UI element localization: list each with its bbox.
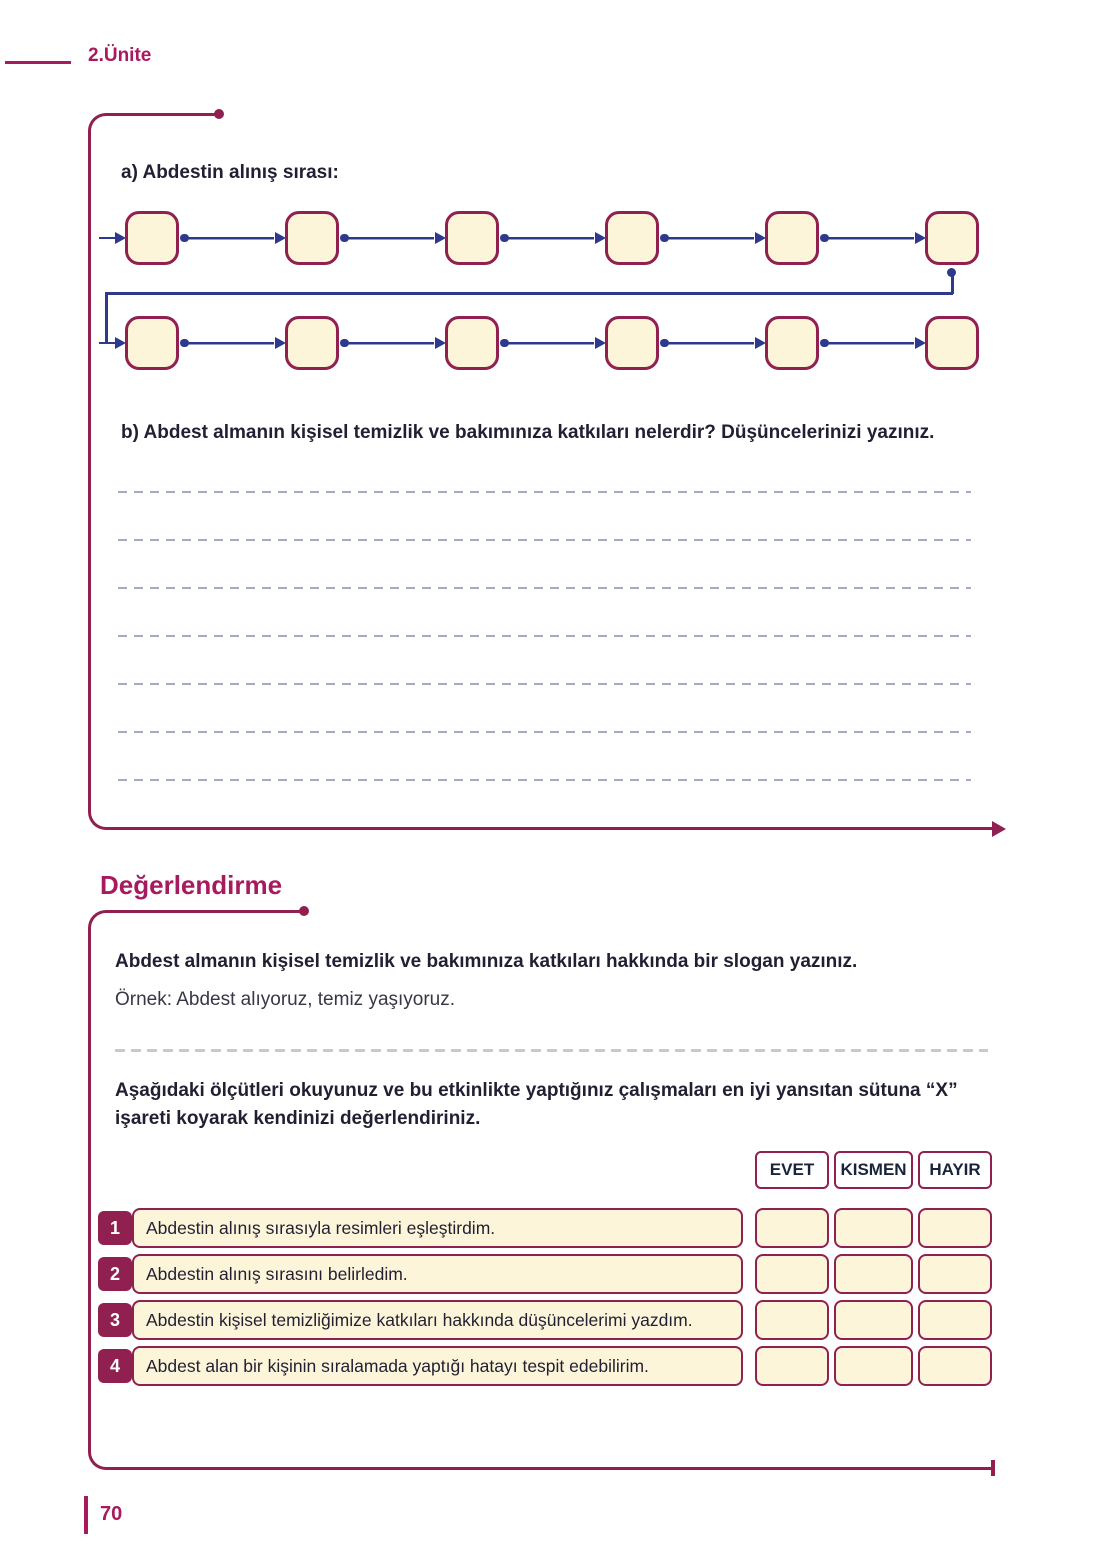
sequence-row-1	[91, 211, 979, 265]
sequence-box[interactable]	[765, 211, 819, 265]
answer-line[interactable]	[118, 637, 971, 685]
sequence-box[interactable]	[125, 316, 179, 370]
column-header-hayir: HAYIR	[918, 1151, 992, 1189]
evaluation-instructions: Aşağıdaki ölçütleri okuyunuz ve bu etkinlikte yaptığınız çalışmaları en iyi yansıtan sütuna “X” işareti koyarak kendinizi değerlendiriniz.	[115, 1080, 958, 1129]
evaluation-frame	[88, 910, 993, 1470]
flow-entry-arrow-icon	[99, 316, 125, 370]
flow-arrow-icon	[179, 316, 285, 370]
answer-lines	[118, 445, 971, 781]
frame-top-mask	[222, 113, 994, 116]
evaluation-heading: Değerlendirme	[100, 870, 283, 900]
flow-arrow-icon	[659, 211, 765, 265]
answer-line[interactable]	[118, 445, 971, 493]
flow-arrow-icon	[499, 211, 605, 265]
part-a-label: a) Abdestin alınış sırası:	[121, 162, 339, 183]
answer-line[interactable]	[118, 541, 971, 589]
criterion-text: Abdest alan bir kişinin sıralamada yaptığı hatayı tespit edebilirim.	[132, 1346, 743, 1386]
activity-frame	[88, 113, 993, 830]
flow-arrow-icon	[819, 211, 925, 265]
answer-cell-evet[interactable]	[755, 1254, 829, 1294]
answer-line[interactable]	[118, 589, 971, 637]
page-number: 70	[100, 1503, 123, 1525]
frame-top-dot	[299, 906, 309, 916]
sequence-box[interactable]	[445, 316, 499, 370]
answer-line[interactable]	[118, 493, 971, 541]
answer-line[interactable]	[118, 733, 971, 781]
answer-cell-hayir[interactable]	[918, 1300, 992, 1340]
slogan-example: Örnek: Abdest alıyoruz, temiz yaşıyoruz.	[115, 989, 456, 1010]
sequence-box[interactable]	[285, 316, 339, 370]
flow-arrow-icon	[179, 211, 285, 265]
row-number-badge: 3	[98, 1303, 132, 1337]
sequence-box[interactable]	[925, 211, 979, 265]
table-row	[91, 1346, 996, 1386]
flow-arrow-icon	[339, 211, 445, 265]
answer-cell-evet[interactable]	[755, 1208, 829, 1248]
sequence-box[interactable]	[605, 211, 659, 265]
criterion-text: Abdestin kişisel temizliğimize katkıları hakkında düşüncelerimi yazdım.	[132, 1300, 743, 1340]
flow-arrow-icon	[819, 316, 925, 370]
page-number-rule	[84, 1496, 88, 1534]
row-number-badge: 2	[98, 1257, 132, 1291]
flow-arrow-icon	[499, 316, 605, 370]
row-number-badge: 1	[98, 1211, 132, 1245]
answer-cell-kismen[interactable]	[834, 1208, 913, 1248]
unit-header-rule	[5, 61, 71, 64]
part-b-label: b) Abdest almanın kişisel temizlik ve bakımınıza katkıları nelerdir? Düşüncelerinizi yazınız.	[121, 422, 935, 443]
criterion-text: Abdestin alınış sırasını belirledim.	[132, 1254, 743, 1294]
sequence-box[interactable]	[765, 316, 819, 370]
sequence-box[interactable]	[925, 316, 979, 370]
frame-bottom-tick	[991, 1460, 995, 1476]
answer-line[interactable]	[118, 685, 971, 733]
answer-cell-kismen[interactable]	[834, 1300, 913, 1340]
sequence-box[interactable]	[605, 316, 659, 370]
frame-top-mask	[307, 910, 994, 913]
answer-cell-hayir[interactable]	[918, 1346, 992, 1386]
answer-cell-evet[interactable]	[755, 1346, 829, 1386]
flow-entry-arrow-icon	[99, 211, 125, 265]
unit-label: 2.Ünite	[88, 45, 152, 66]
answer-cell-hayir[interactable]	[918, 1254, 992, 1294]
table-row	[91, 1208, 996, 1248]
slogan-prompt: Abdest almanın kişisel temizlik ve bakımınıza katkıları hakkında bir slogan yazınız.	[115, 951, 858, 972]
sequence-box[interactable]	[445, 211, 499, 265]
sequence-box[interactable]	[125, 211, 179, 265]
column-header-evet: EVET	[755, 1151, 829, 1189]
flow-elbow-segment	[951, 272, 954, 294]
table-row	[91, 1300, 996, 1340]
sequence-row-2	[91, 316, 979, 370]
answer-cell-evet[interactable]	[755, 1300, 829, 1340]
sequence-box[interactable]	[285, 211, 339, 265]
criterion-text: Abdestin alınış sırasıyla resimleri eşleştirdim.	[132, 1208, 743, 1248]
flow-elbow-segment	[105, 292, 953, 295]
flow-arrow-icon	[659, 316, 765, 370]
frame-bottom-arrow-icon	[992, 821, 1006, 837]
table-row	[91, 1254, 996, 1294]
answer-cell-kismen[interactable]	[834, 1346, 913, 1386]
column-header-kismen: KISMEN	[834, 1151, 913, 1189]
row-number-badge: 4	[98, 1349, 132, 1383]
answer-cell-hayir[interactable]	[918, 1208, 992, 1248]
answer-cell-kismen[interactable]	[834, 1254, 913, 1294]
flow-arrow-icon	[339, 316, 445, 370]
slogan-answer-line[interactable]	[115, 1049, 988, 1052]
frame-top-dot	[214, 109, 224, 119]
